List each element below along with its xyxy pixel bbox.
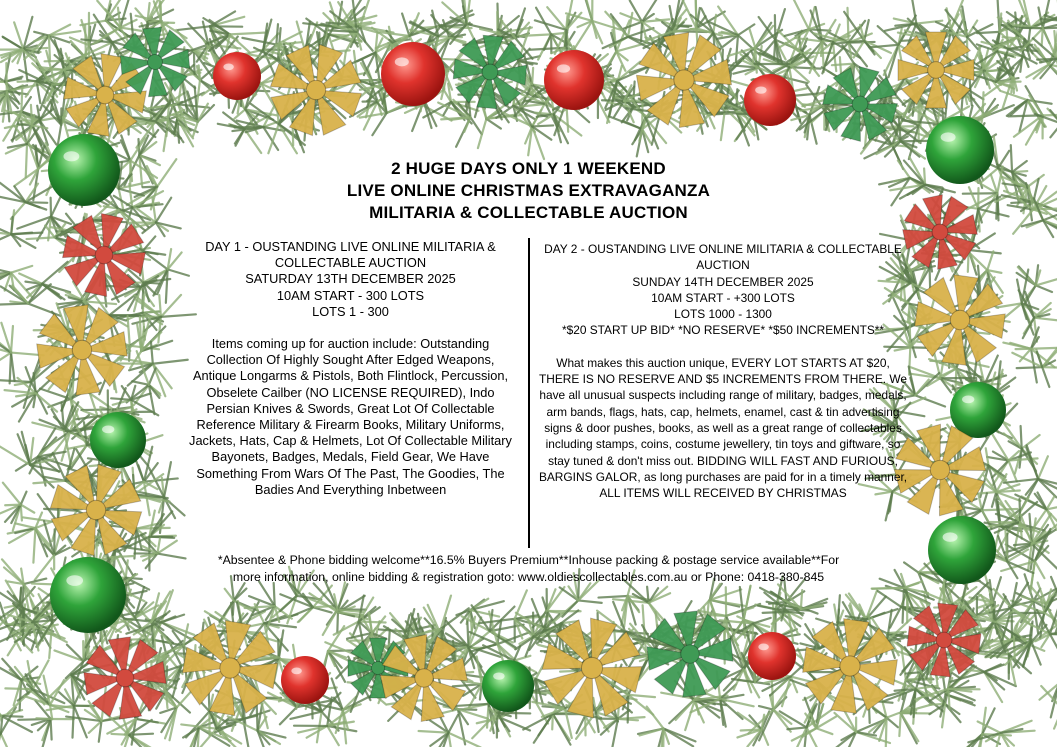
column-divider <box>528 238 530 548</box>
day-2-date: SUNDAY 14TH DECEMBER 2025 <box>632 274 814 289</box>
day-2-start: 10AM START - +300 LOTS <box>651 290 795 305</box>
heading-line-1: 2 HUGE DAYS ONLY 1 WEEKEND <box>391 159 666 178</box>
day-1-lots: LOTS 1 - 300 <box>312 303 389 319</box>
day-2-lots: LOTS 1000 - 1300 <box>674 307 772 322</box>
day-1-title: DAY 1 - OUSTANDING LIVE ONLINE MILITARIA & COLLECTABLE AUCTION <box>205 239 496 271</box>
footer-line-1: *Absentee & Phone bidding welcome**16.5% Buyers Premium**Inhouse packing & postage service available**For <box>217 553 840 567</box>
day-1-column <box>188 239 513 498</box>
day-2-title: DAY 2 - OUSTANDING LIVE ONLINE MILITARIA & COLLECTABLE AUCTION <box>544 242 902 273</box>
flyer-footer <box>200 552 857 586</box>
footer-line-2: more information, online bidding & registration goto: www.oldiescollectables.com.au or Phone: 0418-380-845 <box>232 570 825 584</box>
day-1-start: 10AM START - 300 LOTS <box>276 287 425 303</box>
day-2-column <box>538 241 908 501</box>
day-2-terms: *$20 START UP BID* *NO RESERVE* *$50 INCREMENTS** <box>561 323 885 338</box>
day-2-description: What makes this auction unique, EVERY LOT STARTS AT $20, THERE IS NO RESERVE AND $5 INCREMENTS FROM THERE. We have all unusual suspects including range of military, badges, medals, arm bands, flags, hats, cap, helmets, enamel, cast & tin advertising signs & door pushes, books, as well as a great range of collectables including stamps, coins, costume jewellery, tin toys and giftware, so stay tuned & don't miss out. BIDDING WILL FAST AND FURIOUS, BARGINS GALOR, as long purchases are paid for in a timely manner, ALL ITEMS WILL RECEIVED BY CHRISTMAS <box>538 355 908 501</box>
day-1-date: SATURDAY 13TH DECEMBER 2025 <box>245 271 456 287</box>
heading-line-2: LIVE ONLINE CHRISTMAS EXTRAVAGANZA <box>346 181 711 200</box>
day-1-description: Items coming up for auction include: Outstanding Collection Of Highly Sought After Edged Weapons, Antique Longarms & Pistols, Both Flintlock, Percussion, Obselete Cailber (NO LICENSE REQUIRED), Indo Persian Knives & Swords, Great Lot Of Collectable Reference Military & Firearm Books, Military Uniforms, Jackets, Hats, Cap & Helmets, Lot Of Collectable Military Bayonets, Badges, Medals, Field Gear, We Have Something From Wars Of The Past, The Goodies, The Badies And Everything Inbetween <box>189 336 512 497</box>
heading-line-3: MILITARIA & COLLECTABLE AUCTION <box>369 203 688 222</box>
flyer-heading <box>200 158 857 224</box>
